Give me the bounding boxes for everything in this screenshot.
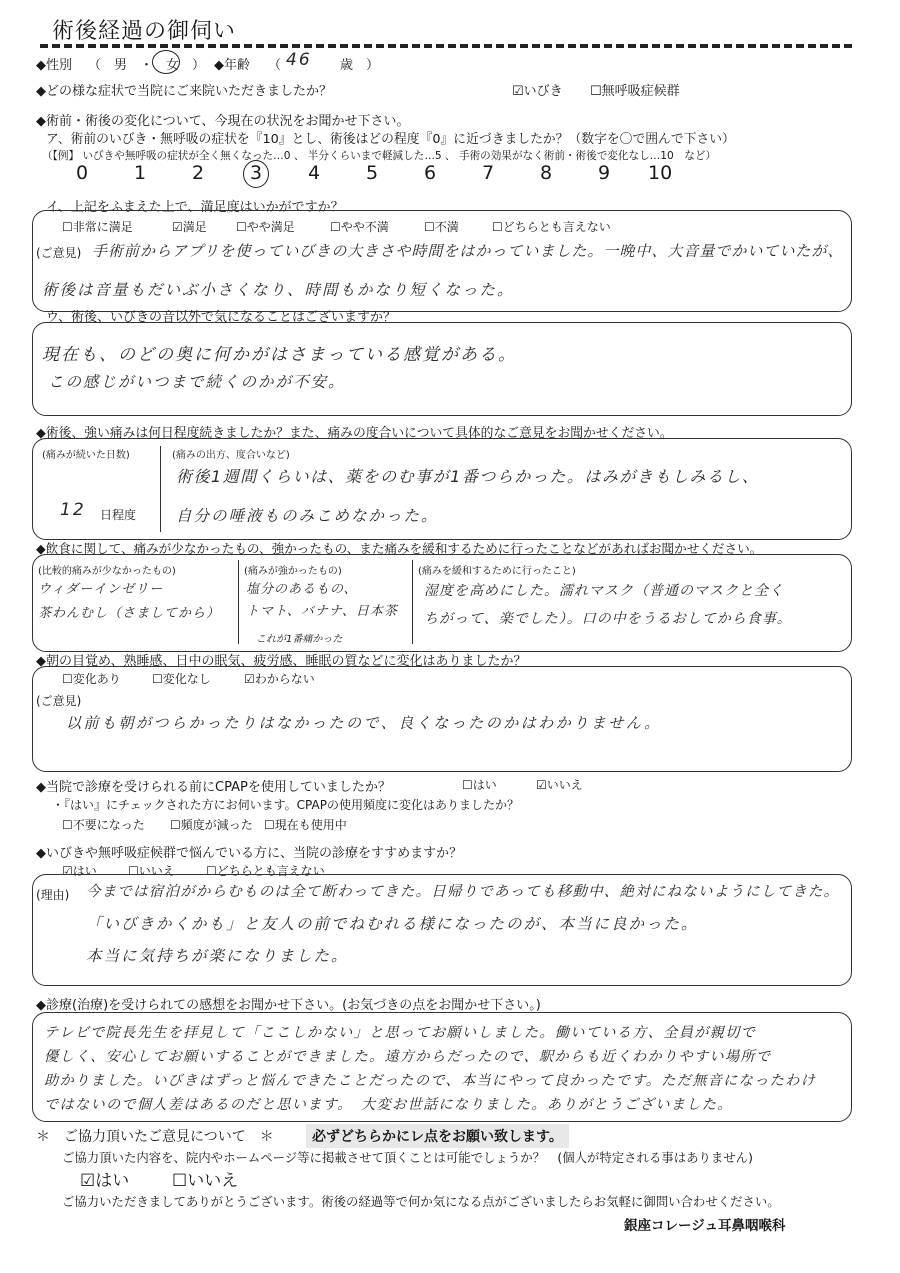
sleep-opinion-label: (ご意見) [36, 694, 82, 708]
symptom-option-snoring[interactable]: ☑いびき [512, 84, 563, 99]
other-concern-answer-line2[interactable]: この感じがいつまで続くのかが不安。 [48, 373, 346, 391]
other-concern-question: ウ、術後、いびきの音以外で気になることはございますか？ [46, 310, 396, 325]
food-less-line1[interactable]: ウィダーインゼリー [38, 582, 164, 597]
recommend-answer-line1[interactable]: 今までは宿泊がからむものは全て断わってきた。日帰りであっても移動中、絶対にねないようにしてきた。 [86, 884, 840, 900]
pain-divider [160, 446, 161, 532]
impression-answer-line4[interactable]: ではないので個人差はあるのだと思います。 大変お世話になりました。ありがとうございました。 [44, 1097, 733, 1113]
sleep-option-nochange[interactable]: ☐変化なし [152, 672, 211, 686]
coop-yes[interactable]: ☑はい [80, 1171, 130, 1191]
recommend-option-no[interactable]: ☐いいえ [128, 864, 175, 878]
satisfaction-option-very[interactable]: ☐非常に満足 [62, 220, 133, 234]
scale-6[interactable]: 6 [424, 162, 437, 184]
scale-4[interactable]: 4 [308, 162, 321, 184]
food-relief-label: (痛みを緩和するために行ったこと) [418, 566, 576, 577]
impression-answer-line1[interactable]: テレビで院長先生を拝見して「ここしかない」と思ってお願いしました。働いている方、全員が親切で [44, 1025, 757, 1041]
satisfaction-opinion-label: (ご意見) [36, 246, 82, 260]
cpap-follow-reduced[interactable]: ☐頻度が減った [170, 818, 253, 832]
coop-question: ご協力頂いた内容を、院内やホームページ等に掲載させて頂くことは可能でしょうか？ (個人が特定される事はありません) [62, 1150, 753, 1165]
food-divider-1 [238, 560, 239, 644]
cpap-question: ◆当院で診療を受けられる前にCPAPを使用していましたか？ [36, 780, 391, 795]
satisfaction-option-somewhat[interactable]: ☐やや満足 [236, 220, 295, 234]
impression-answer-line2[interactable]: 優しく、安心してお願いすることができました。遠方からだったので、駅からも近くわかりやすい場所で [44, 1049, 772, 1065]
age-label: ◆年齢 [214, 58, 250, 73]
cpap-follow-unneeded[interactable]: ☐不要になった [62, 818, 145, 832]
satisfaction-answer-line2[interactable]: 術後は音量もだいぶ小さくなり、時間もかなり短くなった。 [42, 281, 515, 299]
pain-degree-label: (痛みの出方、度合いなど) [172, 450, 290, 461]
sleep-option-unknown[interactable]: ☑わからない [244, 672, 315, 686]
symptom-option-apnea[interactable]: ☐無呼吸症候群 [590, 84, 680, 99]
scale-9[interactable]: 9 [598, 162, 611, 184]
scale-7[interactable]: 7 [482, 162, 495, 184]
cpap-follow-still[interactable]: ☐現在も使用中 [264, 818, 347, 832]
satisfaction-option-satisfied[interactable]: ☑満足 [172, 220, 207, 234]
other-concern-answer-line1[interactable]: 現在も、のどの奥に何かがはさまっている感覚がある。 [42, 345, 517, 365]
other-concern-box [32, 322, 852, 416]
change-scale-question: ア、術前のいびき・無呼吸の症状を『10』とし、術後はどの程度『0』に近づきましたか？（数字を〇で囲んで下さい） [46, 132, 735, 147]
recommend-answer-line3[interactable]: 本当に気持ちが楽になりました。 [86, 947, 349, 965]
gender-label: ◆性別 [36, 58, 72, 73]
food-relief-line2[interactable]: ちがって、楽でした）。口の中をうるおしてから食事。 [424, 611, 792, 627]
cpap-follow-question: ・『はい』にチェックされた方にお伺います。CPAPの使用頻度に変化はありましたか？ [52, 798, 519, 812]
age-unit: 歳 ） [340, 58, 380, 73]
recommend-reason-label: (理由) [36, 888, 70, 902]
scale-1[interactable]: 1 [134, 162, 147, 184]
scale-selected-circle [243, 160, 269, 188]
food-strong-label: (痛みが強かったもの) [244, 566, 342, 577]
food-strong-line1[interactable]: 塩分のあるもの、 [246, 582, 358, 597]
coop-required-notice: 必ずどちらかにレ点をお願い致します。 [306, 1124, 569, 1148]
scale-10[interactable]: 10 [648, 162, 673, 184]
title-divider [40, 44, 852, 48]
recommend-option-yes[interactable]: ☑はい [62, 864, 97, 878]
cpap-yes[interactable]: ☐はい [462, 778, 497, 792]
food-relief-line1[interactable]: 湿度を高めにした。濡れマスク（普通のマスクと全く [424, 583, 784, 599]
scale-3[interactable]: 3 [250, 162, 263, 184]
clinic-name: 銀座コレージュ耳鼻咽喉科 [624, 1218, 786, 1234]
pain-answer-line2[interactable]: 自分の唾液ものみこめなかった。 [176, 507, 439, 525]
scale-5[interactable]: 5 [366, 162, 379, 184]
satisfaction-option-dis[interactable]: ☐不満 [424, 220, 459, 234]
satisfaction-question: イ、上記をふまえた上で、満足度はいかがですか？ [46, 200, 344, 215]
symptom-question: ◆どの様な症状で当院にご来院いただきましたか？ [36, 84, 332, 99]
satisfaction-option-somewhat-dis[interactable]: ☐やや不満 [330, 220, 389, 234]
age-value[interactable]: 46 [286, 50, 312, 70]
cpap-no[interactable]: ☑いいえ [536, 778, 583, 792]
coop-title: ＊ ご協力頂いたご意見について ＊ [36, 1129, 274, 1145]
pain-box [32, 438, 852, 540]
satisfaction-option-neutral[interactable]: ☐どちらとも言えない [492, 220, 611, 234]
sleep-option-changed[interactable]: ☐変化あり [62, 672, 121, 686]
recommend-answer-line2[interactable]: 「いびきかくかも」と友人の前でねむれる様になったのが、本当に良かった。 [86, 915, 699, 933]
food-divider-2 [412, 560, 413, 644]
pain-answer-line1[interactable]: 術後1週間くらいは、薬をのむ事が1番つらかった。はみがきもしみるし、 [176, 467, 760, 486]
age-open: （ [268, 58, 282, 73]
change-question: ◆術前・術後の変化について、今現在の状況をお聞かせ下さい。 [36, 114, 410, 129]
sleep-question: ◆朝の目覚め、熟睡感、日中の眠気、疲労感、睡眠の質などに変化はありましたか？ [36, 654, 527, 669]
impression-answer-line3[interactable]: 助かりました。いびきはずっと悩んできたことだったので、本当にやって良かったです。ただ無音になったわけ [44, 1073, 817, 1089]
coop-no[interactable]: ☐いいえ [172, 1171, 239, 1191]
recommend-option-neutral[interactable]: ☐どちらとも言えない [206, 864, 325, 878]
gender-selected-circle [152, 50, 180, 74]
food-strong-note[interactable]: これが1番痛かった [256, 634, 343, 645]
recommend-question: ◆いびきや無呼吸症候群で悩んでいる方に、当院の診療をすすめますか？ [36, 846, 463, 861]
thanks-message: ご協力いただきましてありがとうございます。術後の経過等で何か気になる点がございましたらお気軽に御問い合わせください。 [62, 1194, 780, 1209]
pain-days-value[interactable]: 12 [60, 500, 86, 520]
food-less-label: (比較的痛みが少なかったもの) [38, 566, 176, 577]
gender-options[interactable]: （ 男 ・ 女 ） [88, 58, 206, 73]
scale-8[interactable]: 8 [540, 162, 553, 184]
scale-0[interactable]: 0 [76, 162, 89, 184]
pain-days-label: (痛みが続いた日数) [42, 450, 130, 461]
satisfaction-answer-line1[interactable]: 手術前からアプリを使っていびきの大きさや時間をはかっていました。一晩中、大音量でかいていたが、 [92, 242, 844, 260]
scale-2[interactable]: 2 [192, 162, 205, 184]
food-less-line2[interactable]: 茶わんむし（さましてから） [38, 606, 221, 621]
change-example: （【例】 いびきや無呼吸の症状が全く無くなった…0 、 半分くらいまで軽減した…5 、 手術の効果がなく術前・術後で変化なし…10 など） [42, 150, 717, 162]
page-title: 術後経過の御伺い [52, 19, 237, 44]
food-question: ◆飲食に関して、痛みが少なかったもの、強かったもの、また痛みを緩和するために行ったことなどがあればお聞かせください。 [36, 541, 763, 556]
sleep-answer[interactable]: 以前も朝がつらかったりはなかったので、良くなったのかはわかりません。 [66, 714, 662, 732]
impression-question: ◆診療(治療)を受けられての感想をお聞かせ下さい。(お気づきの点をお聞かせ下さい。) [36, 998, 541, 1013]
pain-days-unit: 日程度 [100, 508, 137, 522]
food-strong-line2[interactable]: トマト、バナナ、日本茶 [246, 604, 398, 619]
pain-question: ◆術後、強い痛みは何日程度続きましたか？また、痛みの度合いについて具体的なご意見をお聞かせください。 [36, 426, 673, 441]
